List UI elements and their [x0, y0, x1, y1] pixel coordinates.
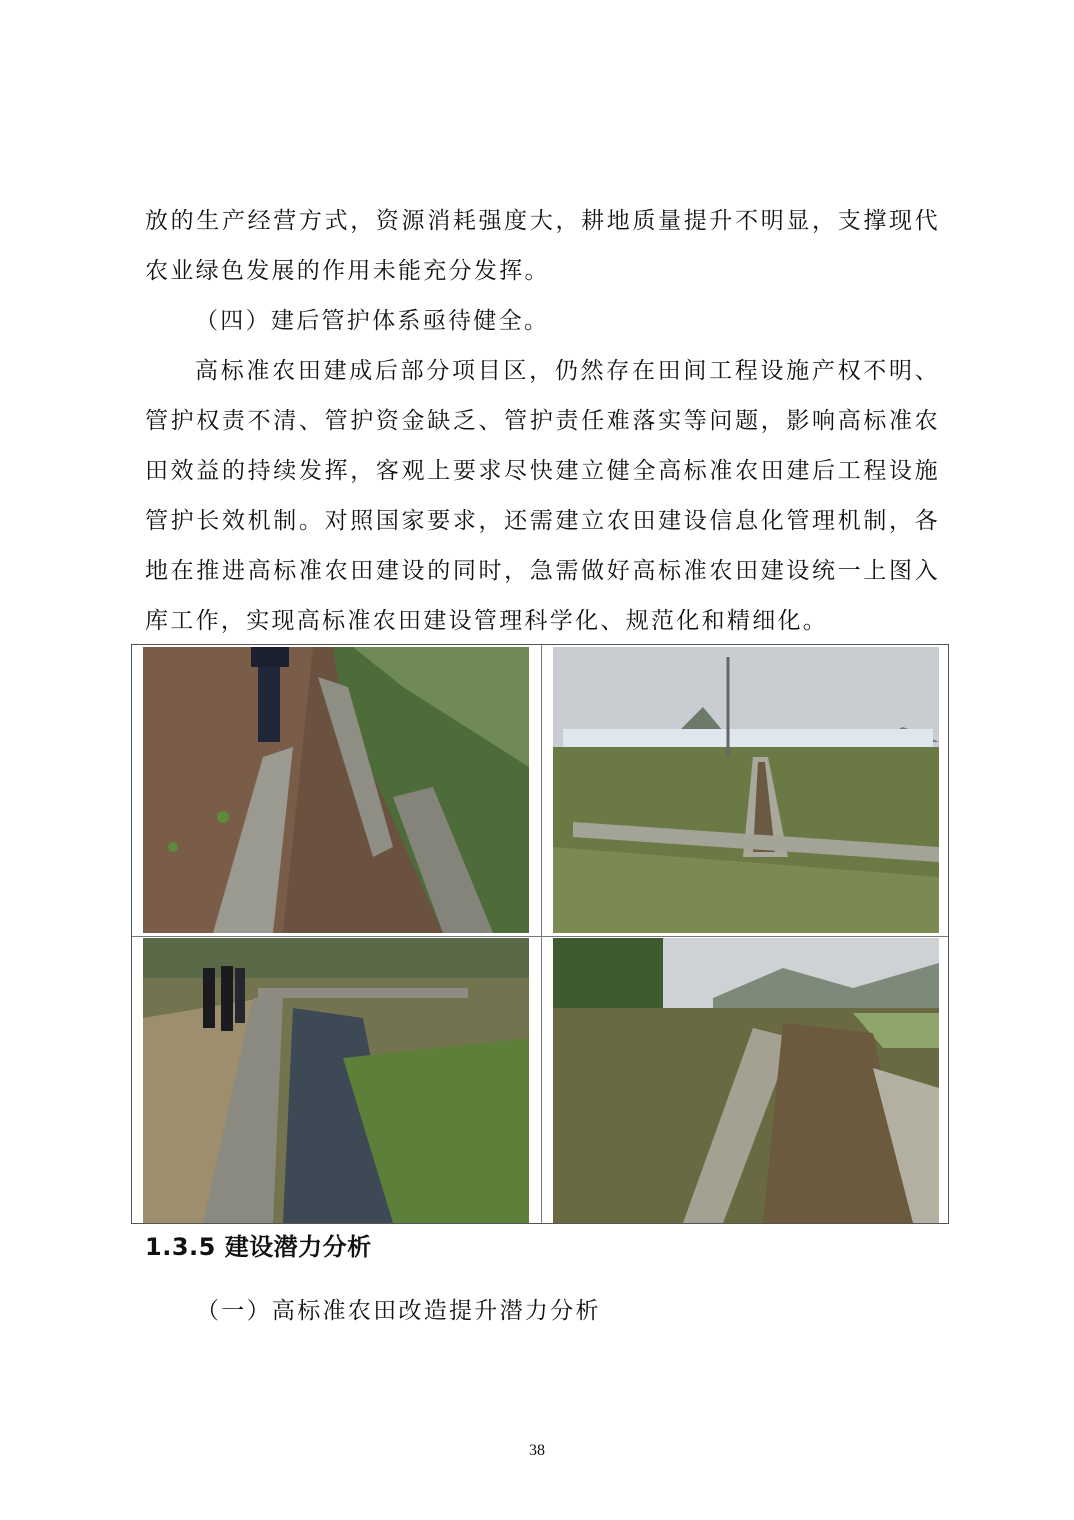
- photo-grid-divider-horizontal: [132, 936, 948, 937]
- paragraph-subtitle-four: （四）建后管护体系亟待健全。: [195, 308, 550, 334]
- photo-field-ditch-hills: [553, 938, 939, 1223]
- subsection-heading: （一）高标准农田改造提升潜力分析: [196, 1298, 601, 1324]
- photo-irrigation-channel-greenhouses: [553, 647, 939, 933]
- photo-field-stone-wall: [143, 647, 529, 933]
- section-heading: 1.3.5 建设潜力分析: [145, 1233, 372, 1261]
- photo-grid: [131, 644, 949, 1224]
- paragraph-management: 高标准农田建成后部分项目区，仍然存在田间工程设施产权不明、管护权责不清、管护资金缺乏、管护责任难落实等问题，影响高标准农田效益的持续发挥，客观上要求尽快建立健全高标准农田建后工程设施管护长效机制。对照国家要求，还需建立农田建设信息化管理机制，各地在推进高标准农田建设的同时，急需做好高标准农田建设统一上图入库工作，实现高标准农田建设管理科学化、规范化和精细化。: [145, 358, 940, 634]
- paragraph-intro-continuation: 放的生产经营方式，资源消耗强度大，耕地质量提升不明显，支撑现代农业绿色发展的作用未能充分发挥。: [145, 208, 940, 284]
- page-number: 38: [529, 1442, 545, 1459]
- photo-stream-bridge-people: [143, 938, 529, 1223]
- photo-grid-divider-vertical: [541, 645, 542, 1223]
